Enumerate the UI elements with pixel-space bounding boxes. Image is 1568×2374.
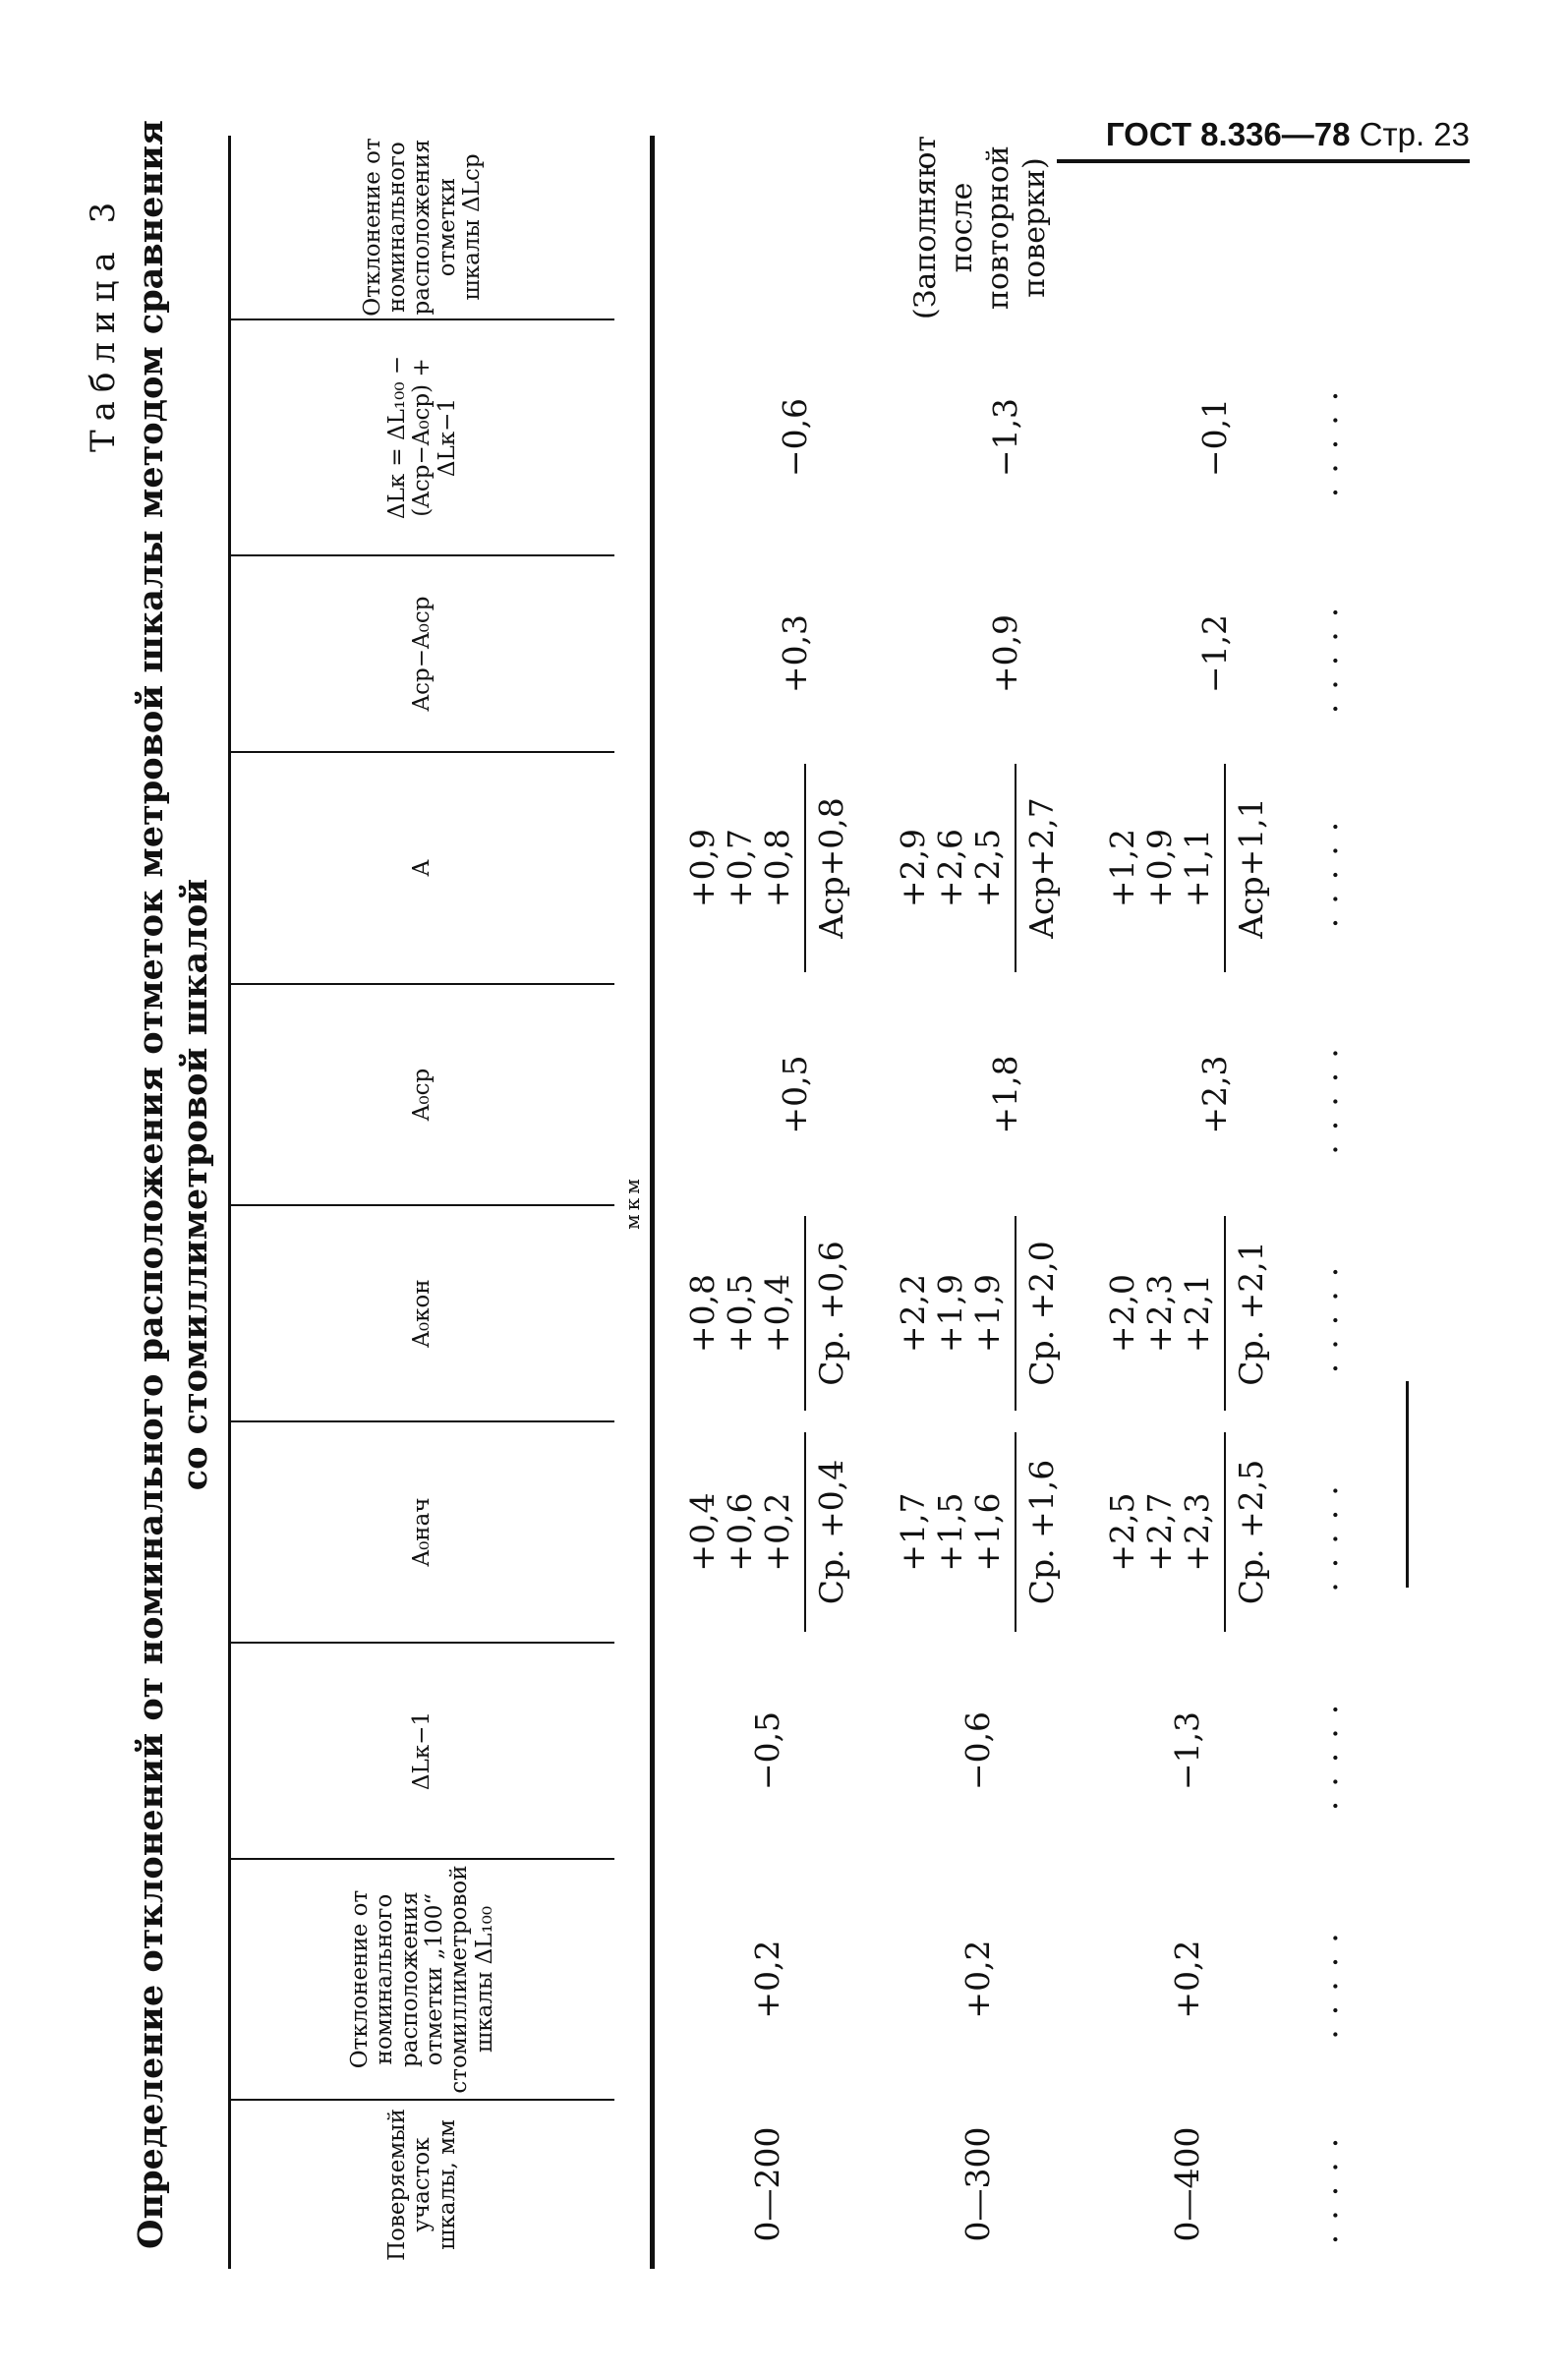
reading: +1,5 bbox=[930, 1492, 969, 1572]
dlk1-cell: −1,3 bbox=[1168, 1710, 1207, 1791]
col-header-a: A bbox=[230, 752, 615, 984]
page-number: Стр. 23 bbox=[1359, 116, 1470, 152]
reading: +1,2 bbox=[1103, 828, 1142, 908]
reading: +2,5 bbox=[967, 828, 1007, 908]
ellipsis: ..... bbox=[1306, 1690, 1345, 1812]
a0start-cell bbox=[1088, 1421, 1270, 1643]
table-row bbox=[1074, 136, 1284, 2269]
average-value: Ср. +2,0 bbox=[1015, 1216, 1061, 1411]
dlk1-cell: −0,6 bbox=[958, 1710, 997, 1791]
dlk-cell: −0,1 bbox=[1195, 397, 1235, 478]
reading: +2,6 bbox=[930, 828, 969, 908]
reading: +2,2 bbox=[893, 1273, 932, 1354]
unit-label: мкм bbox=[620, 1175, 644, 1230]
reading: +1,7 bbox=[893, 1492, 932, 1572]
reading: +0,2 bbox=[758, 1492, 797, 1572]
col-header-a0end: A₀кон bbox=[230, 1205, 615, 1421]
col-header-diff: Aср−A₀ср bbox=[230, 555, 615, 752]
dl100-cell: +0,2 bbox=[748, 1940, 787, 2019]
end-rule bbox=[1406, 1381, 1409, 1588]
a-cell bbox=[1088, 752, 1270, 984]
a0end-cell bbox=[668, 1205, 850, 1421]
dl100-cell: +0,2 bbox=[1168, 1940, 1207, 2019]
average-value: Ср. +0,4 bbox=[804, 1432, 850, 1632]
reading: +1,9 bbox=[930, 1273, 969, 1354]
a0start-cell bbox=[668, 1421, 850, 1643]
reading: +0,5 bbox=[721, 1273, 760, 1354]
ellipsis: ..... bbox=[1306, 1252, 1345, 1374]
a0avg-cell: +0,5 bbox=[776, 1055, 815, 1134]
ellipsis: ..... bbox=[1306, 2123, 1345, 2245]
col-header-a0avg: A₀ср bbox=[230, 984, 615, 1205]
ellipsis: ..... bbox=[1306, 1919, 1345, 2040]
average-value: Aср+0,8 bbox=[804, 764, 850, 972]
average-value: Aср+2,7 bbox=[1015, 764, 1061, 972]
average-value: Ср. +2,5 bbox=[1224, 1432, 1270, 1632]
dlk1-cell: −0,5 bbox=[748, 1710, 787, 1791]
reading: +0,8 bbox=[758, 828, 797, 908]
range-cell: 0—300 bbox=[958, 2126, 997, 2242]
col-header-a0start: A₀нач bbox=[230, 1421, 615, 1643]
diff-cell: +0,3 bbox=[776, 613, 815, 694]
diff-cell: +0,9 bbox=[985, 613, 1024, 694]
dl100-cell: +0,2 bbox=[958, 1940, 997, 2019]
reading: +2,1 bbox=[1178, 1273, 1217, 1354]
header-row bbox=[230, 136, 615, 2269]
reading: +2,0 bbox=[1103, 1273, 1142, 1354]
reading: +0,4 bbox=[683, 1492, 723, 1572]
ellipsis: ..... bbox=[1306, 1034, 1345, 1155]
reading: +0,6 bbox=[721, 1492, 760, 1572]
col-header-dlavg: Отклонение от номинального расположения отметки шкалы ΔLср bbox=[359, 138, 485, 317]
average-value: Ср. +0,6 bbox=[804, 1216, 850, 1411]
table-row bbox=[865, 136, 1074, 2269]
ellipsis-row bbox=[1284, 136, 1349, 2269]
reading: +0,8 bbox=[683, 1273, 723, 1354]
ellipsis: ..... bbox=[1306, 1472, 1345, 1592]
diff-cell: −1,2 bbox=[1195, 613, 1235, 694]
dlk-cell: −0,6 bbox=[776, 397, 815, 478]
dlk-cell: −1,3 bbox=[985, 397, 1024, 478]
average-value: Ср. +1,6 bbox=[1015, 1432, 1061, 1632]
ellipsis: ..... bbox=[1306, 593, 1345, 715]
average-value: Aср+1,1 bbox=[1224, 764, 1270, 972]
a0end-cell bbox=[1088, 1205, 1270, 1421]
range-cell: 0—200 bbox=[748, 2126, 787, 2242]
col-header-range: Поверяемый участок шкалы, мм bbox=[230, 2100, 615, 2269]
col-header-dlk1: ΔLк−1 bbox=[230, 1643, 615, 1859]
reading: +0,7 bbox=[721, 828, 760, 908]
a0end-cell bbox=[879, 1205, 1061, 1421]
a0avg-cell: +2,3 bbox=[1195, 1055, 1235, 1134]
reading: +0,9 bbox=[1140, 828, 1180, 908]
reading: +2,7 bbox=[1140, 1492, 1180, 1572]
ellipsis: ..... bbox=[1306, 807, 1345, 929]
reading: +0,4 bbox=[758, 1273, 797, 1354]
unit-row bbox=[614, 136, 653, 2269]
dlavg-note: (Заполняют после повторной поверки) bbox=[908, 135, 1053, 320]
range-cell: 0—400 bbox=[1168, 2126, 1207, 2242]
deviation-table bbox=[228, 136, 1349, 2269]
reading: +2,3 bbox=[1178, 1492, 1217, 1572]
a0avg-cell: +1,8 bbox=[985, 1055, 1024, 1134]
reading: +2,3 bbox=[1140, 1273, 1180, 1354]
col-header-dlk: ΔLк = ΔL₁₀₀ − (Aср−A₀ср) + ΔLк−1 bbox=[230, 319, 615, 555]
a-cell bbox=[879, 752, 1061, 984]
reading: +2,5 bbox=[1103, 1492, 1142, 1572]
reading: +0,9 bbox=[683, 828, 723, 908]
col-header-dl100: Отклонение от номинального расположения отметки „100“ стомиллиметровой шкалы ΔL₁₀₀ bbox=[230, 1859, 615, 2100]
table-row bbox=[653, 136, 865, 2269]
standard-number: ГОСТ 8.336—78 bbox=[1105, 116, 1351, 152]
reading: +2,9 bbox=[893, 828, 932, 908]
table-title: Определение отклонений от номинального расположения отметок метровой шкалы методом сравнения со стомиллиметровой шкалой bbox=[131, 120, 215, 2250]
table-label: Таблица 3 bbox=[84, 193, 123, 452]
reading: +1,6 bbox=[967, 1492, 1007, 1572]
a-cell bbox=[668, 752, 850, 984]
a0start-cell bbox=[879, 1421, 1061, 1643]
reading: +1,1 bbox=[1178, 828, 1217, 908]
average-value: Ср. +2,1 bbox=[1224, 1216, 1270, 1411]
ellipsis: ..... bbox=[1306, 376, 1345, 498]
reading: +1,9 bbox=[967, 1273, 1007, 1354]
